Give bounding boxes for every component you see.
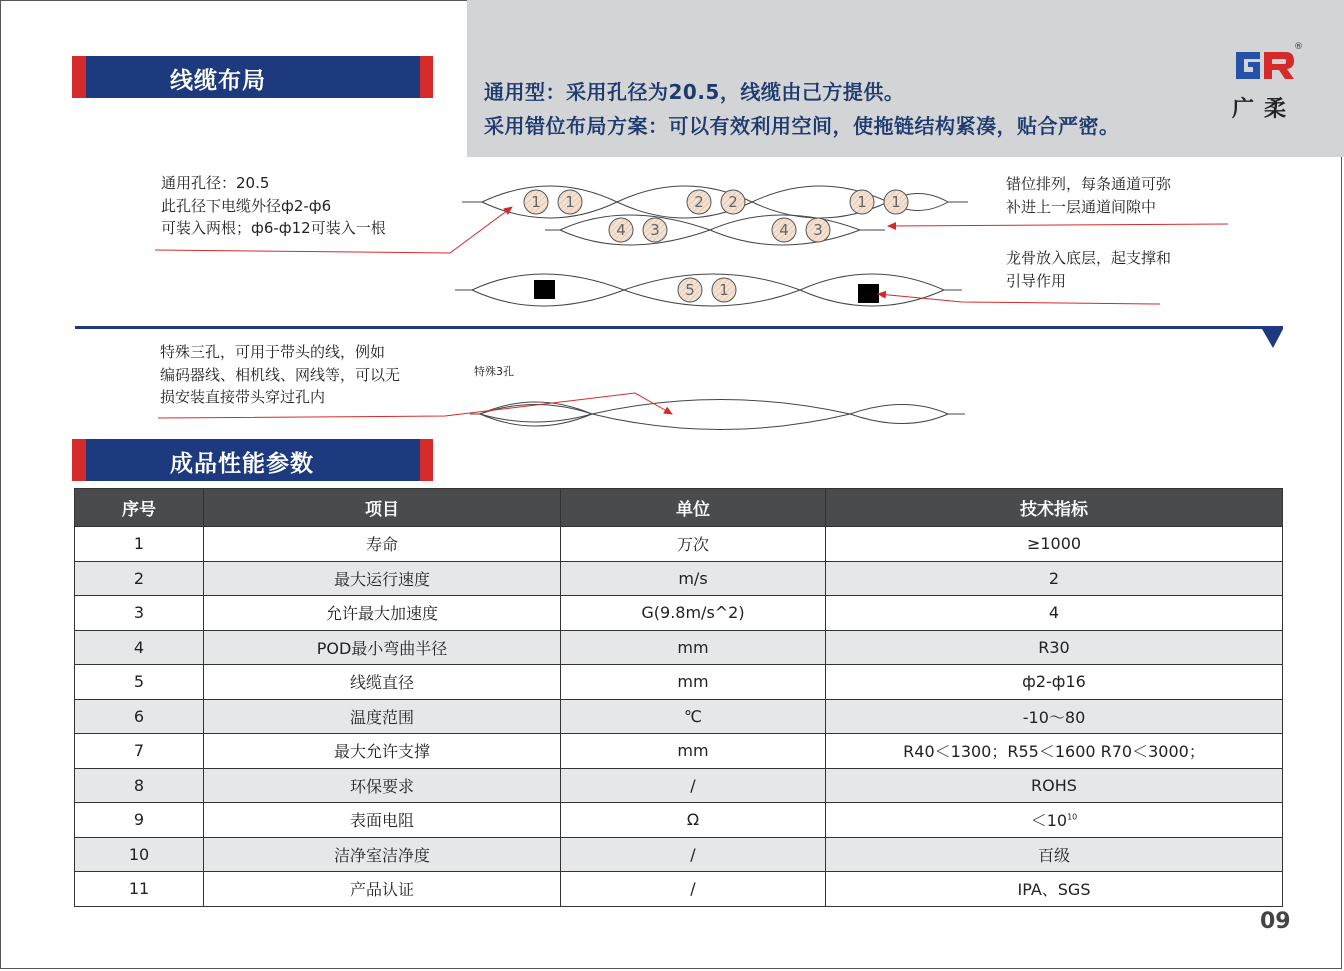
keel-block xyxy=(858,284,879,303)
column-header: 单位 xyxy=(561,489,826,527)
column-header: 技术指标 xyxy=(826,489,1283,527)
divider-triangle-icon xyxy=(1262,329,1283,348)
note-right-mid: 龙骨放入底层，起支撑和 引导作用 xyxy=(1006,249,1172,290)
column-header: 序号 xyxy=(75,489,204,527)
hole-number: 4 xyxy=(616,221,626,239)
table-row: 7 最大允许支撑 mm R40＜1300；R55＜1600 R70＜3000； xyxy=(75,734,1283,769)
note-special: 特殊三孔，可用于带头的线，例如 编码器线、相机线、网线等，可以无 损安装直接带头穿过孔内 xyxy=(160,343,401,406)
hole-number: 5 xyxy=(685,281,695,299)
table-row: 9 表面电阻 Ω $<10^{10}$ xyxy=(75,803,1283,838)
hole-number: 1 xyxy=(565,193,575,211)
table-row: 8 环保要求 / ROHS xyxy=(75,768,1283,803)
table-row: 3 允许最大加速度 G(9.8m/s^2) 4 xyxy=(75,596,1283,631)
table-header-row xyxy=(75,489,1283,527)
section-spec-title: 成品性能参数 xyxy=(170,451,314,477)
column-header: 项目 xyxy=(204,489,561,527)
table-row: 1 寿命 万次 ≥1000 xyxy=(75,527,1283,562)
spec-table xyxy=(74,488,1283,907)
resistance-exponent: 10 xyxy=(1067,812,1078,822)
note-left: 通用孔径：20.5 此孔径下电缆外径ф2-ф6 可装入两根；ф6-ф12可装入一根 xyxy=(161,174,386,237)
note-right-top: 错位排列，每条通道可弥 补进上一层通道间隙中 xyxy=(1006,175,1172,216)
section-spec-bar xyxy=(72,439,433,481)
hole-number: 1 xyxy=(719,281,729,299)
divider xyxy=(75,326,1283,329)
special-hole-label: 特殊3孔 xyxy=(474,365,514,378)
section-layout-title: 线缆布局 xyxy=(170,68,266,94)
hole-number: 1 xyxy=(857,193,867,211)
hole-number: 2 xyxy=(694,193,704,211)
page-number: 09 xyxy=(1260,909,1291,934)
hole-number: 1 xyxy=(891,193,901,211)
table-row: 5 线缆直径 mm ф2-ф16 xyxy=(75,665,1283,700)
hole-number: 3 xyxy=(813,221,823,239)
hole-number: 2 xyxy=(728,193,738,211)
headline-line-2: 采用错位布局方案：可以有效利用空间，使拖链结构紧凑，贴合严密。 xyxy=(484,114,1120,138)
registered-mark: ® xyxy=(1294,42,1303,52)
table-row: 10 洁净室洁净度 / 百级 xyxy=(75,837,1283,872)
hole-number: 4 xyxy=(779,221,789,239)
headline-line-1: 通用型：采用孔径为20.5，线缆由己方提供。 xyxy=(484,80,905,104)
hole-number: 3 xyxy=(650,221,660,239)
table-row: 2 最大运行速度 m/s 2 xyxy=(75,561,1283,596)
resistance-value-cell: $<10^{10}$ xyxy=(826,803,1283,838)
table-row: 11 产品认证 / IPA、SGS xyxy=(75,872,1283,907)
hole-number: 1 xyxy=(531,193,541,211)
brand-name: 广柔 xyxy=(1232,97,1297,122)
table-row: 6 温度范围 ℃ -10～80 xyxy=(75,699,1283,734)
cable-layout-diagram xyxy=(0,0,1344,480)
table-row: 4 POD最小弯曲半径 mm R30 xyxy=(75,630,1283,665)
keel-block xyxy=(534,280,555,299)
